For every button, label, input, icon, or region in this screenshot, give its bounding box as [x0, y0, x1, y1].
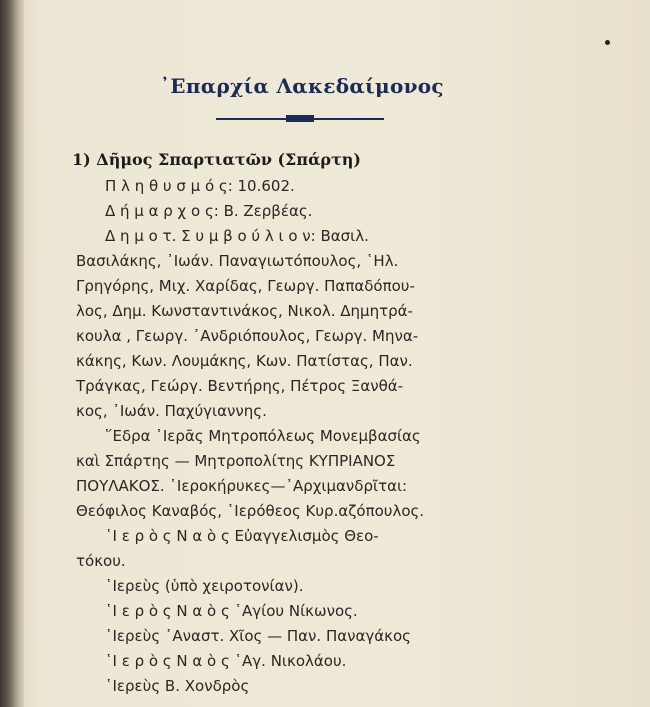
section-heading: 1) Δῆμος Σπαρτιατῶν (Σπάρτη)	[72, 150, 361, 169]
text-line: κουλα , Γεωργ. ᾿Ανδριόπουλος, Γεωργ. Μηνα-	[76, 327, 419, 345]
text-line: ῾Ιερεὺς ᾿Αναστ. Χῖος — Παν. Παναγάκος	[105, 627, 411, 645]
text-line: ῾Ι ε ρ ὸ ς Ν α ὸ ς Εὐαγγελισμὸς Θεο-	[105, 527, 379, 545]
text-line: ῾Ι ε ρ ὸ ς Ν α ὸ ς ῾Αγίου Νίκωνος.	[105, 602, 358, 620]
text-line: ῾Ι ε ρ ὸ ς Ν α ὸ ς ῾Αγ. Νικολάου.	[105, 652, 347, 670]
ink-dot	[605, 40, 610, 45]
book-gutter	[0, 0, 24, 707]
text-line: ΠΟΥΛΑΚΟΣ. ῾Ιεροκήρυκες—᾿Αρχιμανδρῖται:	[76, 477, 408, 495]
text-line: κος, ᾿Ιωάν. Παχύγιαννης.	[76, 402, 267, 420]
text-line: Γρηγόρης, Μιχ. Χαρίδας, Γεωργ. Παπαδόπου-	[76, 277, 415, 295]
text-line: κάκης, Κων. Λουμάκης, Κων. Πατίστας, Παν.	[76, 352, 413, 370]
text-line: καὶ Σπάρτης — Μητροπολίτης ΚΥΠΡΙΑΝΟΣ	[76, 452, 396, 470]
text-line: Τράγκας, Γεώργ. Βεντήρης, Πέτρος Ξανθά-	[76, 377, 404, 395]
text-line: ῾Ιερεὺς (ὑπὸ χειροτονίαν).	[105, 577, 304, 595]
text-line: ῾Ιερεὺς Β. Χονδρὸς	[105, 677, 250, 695]
text-line: Δ η μ ο τ. Σ υ μ β ο ύ λ ι ο ν: Βασιλ.	[105, 227, 369, 245]
page-title: ᾿Επαρχία Λακεδαίμονος	[160, 74, 444, 98]
text-line: Θεόφιλος Καναβός, ῾Ιερόθεος Κυρ.αζόπουλος.	[76, 502, 425, 520]
text-line: Βασιλάκης, ᾿Ιωάν. Παναγιωτόπουλος, ῾Ηλ.	[76, 252, 399, 270]
text-line: τόκου.	[76, 552, 126, 570]
text-line: λος, Δημ. Κωνσταντινάκος, Νικολ. Δημητρά-	[76, 302, 413, 320]
text-line: Δ ή μ α ρ χ ο ς: Β. Ζερβέας.	[105, 202, 313, 220]
text-line: Π λ η θ υ σ μ ό ς: 10.602.	[105, 177, 295, 195]
title-rule-ornament	[286, 115, 314, 122]
text-line: ῞Εδρα ῾Ιερᾶς Μητροπόλεως Μονεμβασίας	[105, 427, 421, 445]
